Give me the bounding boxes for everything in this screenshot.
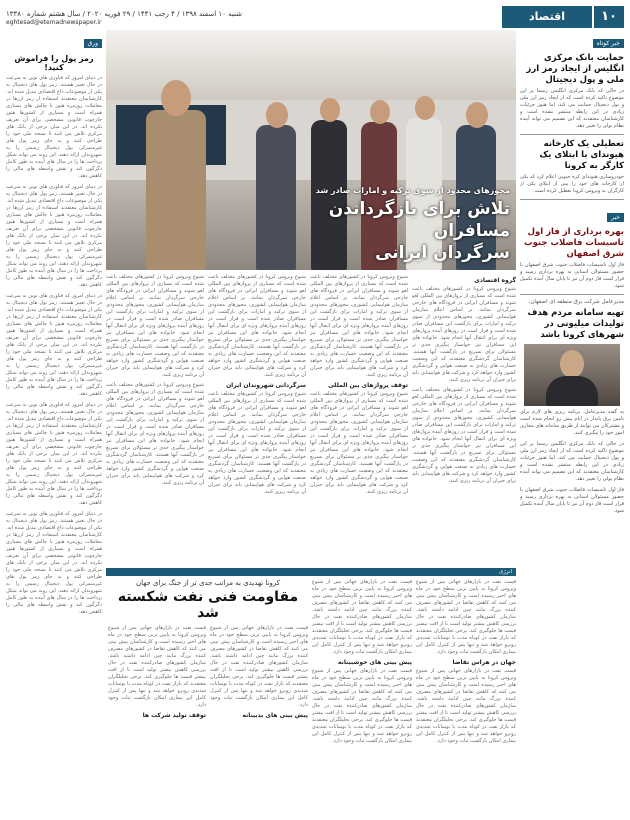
story1-text-continued: در حالی که بانک مرکزی انگلیس رسما بر این موضوع تاکید کرده است که از ایجاد رمز ارز ملی و پول دیجیتال حمایت می کند، اما هنوز جزئیات زیادی در این رابطه منتشر نشده است و کارشناسان معتقدند که این تصمیم می تواند آینده نظام پولی را تغییر دهد.: [520, 441, 624, 482]
bottom-text: قیمت نفت در بازارهای جهانی پس از شیوع ویروس کرونا به پایین ترین سطح خود در ماه های اخیر رسیده است و کارشناسان پیش بینی می کنند که کاهش تقاضا در کشورهای مصرف کننده بزرگ مانند چین ادامه داشته باشد. سازمان کشورهای صادرکننده نفت در حال بررسی کاهش بیشتر تولید است تا از افت بیشتر قیمت ها جلوگیری کند. برخی تحلیلگران معتقدند که بازار نفت در کوتاه مدت با نوسانات شدیدی روبرو خواهد شد و تنها پس از کنترل کامل این بیماری امکان بازگشت ثبات وجود دارد.: [210, 625, 308, 708]
right-column: [520, 30, 624, 814]
energy-tag: انرژی: [106, 568, 516, 576]
article-subhead-1: توقف پروازهای بین المللی: [328, 382, 408, 389]
bottom-text: قیمت نفت در بازارهای جهانی پس از شیوع ویروس کرونا به پایین ترین سطح خود در ماه های اخیر رسیده است و کارشناسان پیش بینی می کنند که کاهش تقاضا در کشورهای مصرف کننده بزرگ مانند چین ادامه داشته باشد. سازمان کشورهای صادرکننده نفت در حال بررسی کاهش بیشتر تولید است تا از افت بیشتر قیمت ها جلوگیری کند. برخی تحلیلگران معتقدند که بازار نفت در کوتاه مدت با نوسانات شدیدی روبرو خواهد شد و تنها پس از کنترل کامل این بیماری امکان بازگشت ثبات وجود دارد.: [312, 579, 412, 655]
main-kicker: مجوزهای محدود از سوی ترکیه و امارات صادر شد: [315, 186, 510, 195]
left-tag: ورق: [84, 39, 102, 48]
article-text: شیوع ویروس کرونا در کشورهای مختلف باعث شده است که بسیاری از پروازهای بین المللی لغو شوند و مسافران ایرانی در فرودگاه های خارجی سرگردان بمانند. بر اساس اعلام سازمان هواپیمایی کشوری، مجوزهای محدودی از سوی ترکیه و امارات برای بازگشت این مسافران صادر شده است و قرار است در روزهای آینده پروازهای ویژه ای برای انتقال آنها انجام شود. خانواده های این مسافران نیز خواستار پیگیری جدی تر مسئولان برای تسریع در بازگشت آنها هستند. کارشناسان گردشگری معتقدند که این وضعیت خسارت های زیادی به صنعت هوایی و گردشگری کشور وارد خواهد کرد و شرکت های هواپیمایی باید برای جبران آن برنامه ریزی کنند.: [106, 382, 204, 486]
main-headline[interactable]: [280, 198, 510, 264]
main-photo: [106, 30, 516, 270]
left-column-text-2: در دنیای امروز که فناوری های نوین به سرعت در حال تغییر هستند، رمز پول های دیجیتال به یکی از موضوعات داغ اقتصادی تبدیل شده اند. کارشناسان معتقدند استفاده از رمز ارزها در معاملات روزمره هنوز با چالش های بسیاری همراه است و بسیاری از کشورها هنوز چارچوب قانونی مشخصی برای آن تعریف نکرده اند. در این میان برخی از بانک های مرکزی تلاش می کنند تا نسخه ملی خود را طراحی کنند و به جای رمز پول های غیرمتمرکز، پول دیجیتال رسمی را به شهروندان ارائه دهند. این روند می تواند شکل پرداخت ها را در سال های آینده به طور کامل دگرگون کند و نقش واسطه های مالی را کاهش دهد.: [6, 184, 102, 288]
masthead: [6, 6, 624, 28]
bottom-column-2: [312, 579, 412, 745]
traveler-head: [320, 98, 340, 122]
bottom-text: قیمت نفت در بازارهای جهانی پس از شیوع ویروس کرونا به پایین ترین سطح خود در ماه های اخیر رسیده است و کارشناسان پیش بینی می کنند که کاهش تقاضا در کشورهای مصرف کننده بزرگ مانند چین ادامه داشته باشد. سازمان کشورهای صادرکننده نفت در حال بررسی کاهش بیشتر تولید است تا از افت بیشتر قیمت ها جلوگیری کند. برخی تحلیلگران معتقدند که بازار نفت در کوتاه مدت با نوسانات شدیدی روبرو خواهد شد و تنها پس از کنترل کامل این بیماری امکان بازگشت ثبات وجود دارد.: [312, 668, 412, 744]
headline-line-1: تلاش برای بازگرداندن مسافران: [328, 199, 510, 241]
headline-line-2: سرگردان ایرانی: [375, 243, 510, 263]
news-tag: خبر کوتاه: [593, 39, 624, 48]
story4-title[interactable]: تهیه سامانه مردم هدف تولیدات میلیونی در شهرهای کرونا باشد: [527, 308, 624, 340]
traveler-head: [466, 102, 488, 128]
story3-title[interactable]: بهره برداری از فاز اول تاسیسات فاضلاب جنوب شرق اصفهان: [524, 227, 624, 259]
story1-title[interactable]: حمایت بانک مرکزی انگلیس از ایجاد رمز ارز ملی و پول دیجیتال: [526, 53, 624, 85]
bottom-subhead-4: توقف تولید شرکت ها: [142, 712, 206, 719]
article-subhead-2: سرگردانی شهروندان ایران: [226, 382, 306, 389]
official-portrait: [524, 344, 620, 406]
story3-tag: خبر: [607, 213, 624, 222]
story4-text: به گفته مدیرعامل، برنامه ریزی های لازم برای تامین برق پایدار در ایام پیش رو انجام شده است و مشترکان می توانند از طریق سامانه های مجازی امور خود را پیگیری کنند.: [520, 409, 624, 436]
story3-text-continued: فاز اول تاسیسات فاضلاب جنوب شرق اصفهان با حضور مسئولان استانی به بهره برداری رسید و قرار است فاز دوم آن نیز تا پایان سال آینده تکمیل شود.: [520, 487, 624, 514]
divider: [520, 294, 624, 295]
headline-overlay: [280, 186, 510, 264]
portrait-body: [546, 376, 598, 406]
article-byline: گروه اقتصادی: [474, 277, 516, 284]
left-column-text: در دنیای امروز که فناوری های نوین به سرعت در حال تغییر هستند، رمز پول های دیجیتال به یکی از موضوعات داغ اقتصادی تبدیل شده اند. کارشناسان معتقدند استفاده از رمز ارزها در معاملات روزمره هنوز با چالش های بسیاری همراه است و بسیاری از کشورها هنوز چارچوب قانونی مشخصی برای آن تعریف نکرده اند. در این میان برخی از بانک های مرکزی تلاش می کنند تا نسخه ملی خود را طراحی کنند و به جای رمز پول های غیرمتمرکز، پول دیجیتال رسمی را به شهروندان ارائه دهند. این روند می تواند شکل پرداخت ها را در سال های آینده به طور کامل دگرگون کند و نقش واسطه های مالی را کاهش دهد.: [6, 75, 102, 179]
bottom-kicker: کرونا تهدیدی به مراتب جدی تر از جنگ برای جهان: [135, 579, 281, 587]
bottom-column-1: [416, 579, 516, 745]
traveler-head: [161, 80, 191, 116]
left-column-text-3: در دنیای امروز که فناوری های نوین به سرعت در حال تغییر هستند، رمز پول های دیجیتال به یکی از موضوعات داغ اقتصادی تبدیل شده اند. کارشناسان معتقدند استفاده از رمز ارزها در معاملات روزمره هنوز با چالش های بسیاری همراه است و بسیاری از کشورها هنوز چارچوب قانونی مشخصی برای آن تعریف نکرده اند. در این میان برخی از بانک های مرکزی تلاش می کنند تا نسخه ملی خود را طراحی کنند و به جای رمز پول های غیرمتمرکز، پول دیجیتال رسمی را به شهروندان ارائه دهند. این روند می تواند شکل پرداخت ها را در سال های آینده به طور کامل دگرگون کند و نقش واسطه های مالی را کاهش دهد.: [6, 293, 102, 397]
left-column-text-5: در دنیای امروز که فناوری های نوین به سرعت در حال تغییر هستند، رمز پول های دیجیتال به یکی از موضوعات داغ اقتصادی تبدیل شده اند. کارشناسان معتقدند استفاده از رمز ارزها در معاملات روزمره هنوز با چالش های بسیاری همراه است و بسیاری از کشورها هنوز چارچوب قانونی مشخصی برای آن تعریف نکرده اند. در این میان برخی از بانک های مرکزی تلاش می کنند تا نسخه ملی خود را طراحی کنند و به جای رمز پول های غیرمتمرکز، پول دیجیتال رسمی را به شهروندان ارائه دهند. این روند می تواند شکل پرداخت ها را در سال های آینده به طور کامل دگرگون کند و نقش واسطه های مالی را کاهش دهد.: [6, 511, 102, 615]
article-text: شیوع ویروس کرونا در کشورهای مختلف باعث شده است که بسیاری از پروازهای بین المللی لغو شوند و مسافران ایرانی در فرودگاه های خارجی سرگردان بمانند. بر اساس اعلام سازمان هواپیمایی کشوری، مجوزهای محدودی از سوی ترکیه و امارات برای بازگشت این مسافران صادر شده است و قرار است در روزهای آینده پروازهای ویژه ای برای انتقال آنها انجام شود. خانواده های این مسافران نیز خواستار پیگیری جدی تر مسئولان برای تسریع در بازگشت آنها هستند. کارشناسان گردشگری معتقدند که این وضعیت خسارت های زیادی به صنعت هوایی و گردشگری کشور وارد خواهد کرد و شرکت های هواپیمایی باید برای جبران آن برنامه ریزی کنند.: [412, 286, 516, 383]
article-text: شیوع ویروس کرونا در کشورهای مختلف باعث شده است که بسیاری از پروازهای بین المللی لغو شوند و مسافران ایرانی در فرودگاه های خارجی سرگردان بمانند. بر اساس اعلام سازمان هواپیمایی کشوری، مجوزهای محدودی از سوی ترکیه و امارات برای بازگشت این مسافران صادر شده است و قرار است در روزهای آینده پروازهای ویژه ای برای انتقال آنها انجام شود. خانواده های این مسافران نیز خواستار پیگیری جدی تر مسئولان برای تسریع در بازگشت آنها هستند. کارشناسان گردشگری معتقدند که این وضعیت خسارت های زیادی به صنعت هوایی و گردشگری کشور وارد خواهد کرد و شرکت های هواپیمایی باید برای جبران آن برنامه ریزی کنند.: [310, 391, 408, 495]
article-text: شیوع ویروس کرونا در کشورهای مختلف باعث شده است که بسیاری از پروازهای بین المللی لغو شوند و مسافران ایرانی در فرودگاه های خارجی سرگردان بمانند. بر اساس اعلام سازمان هواپیمایی کشوری، مجوزهای محدودی از سوی ترکیه و امارات برای بازگشت این مسافران صادر شده است و قرار است در روزهای آینده پروازهای ویژه ای برای انتقال آنها انجام شود. خانواده های این مسافران نیز خواستار پیگیری جدی تر مسئولان برای تسریع در بازگشت آنها هستند. کارشناسان گردشگری معتقدند که این وضعیت خسارت های زیادی به صنعت هوایی و گردشگری کشور وارد خواهد کرد و شرکت های هواپیمایی باید برای جبران آن برنامه ریزی کنند.: [412, 387, 516, 484]
article-text: شیوع ویروس کرونا در کشورهای مختلف باعث شده است که بسیاری از پروازهای بین المللی لغو شوند و مسافران ایرانی در فرودگاه های خارجی سرگردان بمانند. بر اساس اعلام سازمان هواپیمایی کشوری، مجوزهای محدودی از سوی ترکیه و امارات برای بازگشت این مسافران صادر شده است و قرار است در روزهای آینده پروازهای ویژه ای برای انتقال آنها انجام شود. خانواده های این مسافران نیز خواستار پیگیری جدی تر مسئولان برای تسریع در بازگشت آنها هستند. کارشناسان گردشگری معتقدند که این وضعیت خسارت های زیادی به صنعت هوایی و گردشگری کشور وارد خواهد کرد و شرکت های هواپیمایی باید برای جبران آن برنامه ریزی کنند.: [310, 274, 408, 378]
story2-title[interactable]: تعطیلی یک کارخانه هیوندای با ابتلای یک کارگر به کرونا: [539, 139, 624, 171]
story2-text: خودروسازی هیوندای کره جنوبی اعلام کرد که یکی از کارخانه های خود را پس از ابتلای یکی از کارگران به ویروس کرونا تعطیل کرده است.: [520, 174, 624, 194]
left-column: [6, 30, 102, 814]
traveler-head: [266, 102, 288, 128]
bottom-subhead-2: پیش بینی های بدبینانه: [242, 712, 308, 719]
story1-text: در حالی که بانک مرکزی انگلیس رسما بر این موضوع تاکید کرده است که از ایجاد رمز ارز ملی و پول دیجیتال حمایت می کند، اما هنوز جزئیات زیادی در این رابطه منتشر نشده است و کارشناسان معتقدند که این تصمیم می تواند آینده نظام پولی را تغییر دهد.: [520, 88, 624, 129]
bottom-text: قیمت نفت در بازارهای جهانی پس از شیوع ویروس کرونا به پایین ترین سطح خود در ماه های اخیر رسیده است و کارشناسان پیش بینی می کنند که کاهش تقاضا در کشورهای مصرف کننده بزرگ مانند چین ادامه داشته باشد. سازمان کشورهای صادرکننده نفت در حال بررسی کاهش بیشتر تولید است تا از افت بیشتر قیمت ها جلوگیری کند. برخی تحلیلگران معتقدند که بازار نفت در کوتاه مدت با نوسانات شدیدی روبرو خواهد شد و تنها پس از کنترل کامل این بیماری امکان بازگشت ثبات وجود دارد.: [108, 625, 206, 708]
traveler-head: [370, 100, 390, 124]
page-number: ۱۰: [594, 6, 624, 28]
bottom-sub-columns: [108, 625, 308, 721]
dateline: شنبه ۱۰ اسفند ۱۳۹۸ / ۴ رجب ۱۴۴۱ / ۲۹ فوریه ۲۰۲۰ / سال هشتم شماره ۱۳۳۸۰: [6, 10, 242, 18]
divider: [520, 134, 624, 135]
bottom-subhead-1: پیش بینی های خوشبینانه: [337, 659, 412, 666]
story3-text: فاز اول تاسیسات فاضلاب جنوب شرق اصفهان با حضور مسئولان استانی به بهره برداری رسید و قرار است فاز دوم آن نیز تا پایان سال آینده تکمیل شود.: [520, 262, 624, 289]
article-text: شیوع ویروس کرونا در کشورهای مختلف باعث شده است که بسیاری از پروازهای بین المللی لغو شوند و مسافران ایرانی در فرودگاه های خارجی سرگردان بمانند. بر اساس اعلام سازمان هواپیمایی کشوری، مجوزهای محدودی از سوی ترکیه و امارات برای بازگشت این مسافران صادر شده است و قرار است در روزهای آینده پروازهای ویژه ای برای انتقال آنها انجام شود. خانواده های این مسافران نیز خواستار پیگیری جدی تر مسئولان برای تسریع در بازگشت آنها هستند. کارشناسان گردشگری معتقدند که این وضعیت خسارت های زیادی به صنعت هوایی و گردشگری کشور وارد خواهد کرد و شرکت های هواپیمایی باید برای جبران آن برنامه ریزی کنند.: [208, 274, 306, 378]
bottom-story-body: [106, 579, 516, 745]
article-column-3: [208, 274, 306, 564]
article-column-4: [106, 274, 204, 564]
bottom-story: [106, 568, 516, 816]
bottom-column-4: [108, 625, 206, 721]
story4-subtitle: مدیرعامل شرکت برق منطقه ای اصفهان:: [528, 299, 624, 305]
bottom-column-3: [210, 625, 308, 721]
email-link[interactable]: eghtesad@etemadnewspaper.ir: [6, 19, 102, 26]
portrait-head: [560, 350, 584, 378]
article-text: شیوع ویروس کرونا در کشورهای مختلف باعث شده است که بسیاری از پروازهای بین المللی لغو شوند و مسافران ایرانی در فرودگاه های خارجی سرگردان بمانند. بر اساس اعلام سازمان هواپیمایی کشوری، مجوزهای محدودی از سوی ترکیه و امارات برای بازگشت این مسافران صادر شده است و قرار است در روزهای آینده پروازهای ویژه ای برای انتقال آنها انجام شود. خانواده های این مسافران نیز خواستار پیگیری جدی تر مسئولان برای تسریع در بازگشت آنها هستند. کارشناسان گردشگری معتقدند که این وضعیت خسارت های زیادی به صنعت هوایی و گردشگری کشور وارد خواهد کرد و شرکت های هواپیمایی باید برای جبران آن برنامه ریزی کنند.: [208, 391, 306, 495]
bottom-text: قیمت نفت در بازارهای جهانی پس از شیوع ویروس کرونا به پایین ترین سطح خود در ماه های اخیر رسیده است و کارشناسان پیش بینی می کنند که کاهش تقاضا در کشورهای مصرف کننده بزرگ مانند چین ادامه داشته باشد. سازمان کشورهای صادرکننده نفت در حال بررسی کاهش بیشتر تولید است تا از افت بیشتر قیمت ها جلوگیری کند. برخی تحلیلگران معتقدند که بازار نفت در کوتاه مدت با نوسانات شدیدی روبرو خواهد شد و تنها پس از کنترل کامل این بیماری امکان بازگشت ثبات وجود دارد.: [416, 579, 516, 655]
traveler-head: [415, 96, 435, 120]
left-column-text-4: در دنیای امروز که فناوری های نوین به سرعت در حال تغییر هستند، رمز پول های دیجیتال به یکی از موضوعات داغ اقتصادی تبدیل شده اند. کارشناسان معتقدند استفاده از رمز ارزها در معاملات روزمره هنوز با چالش های بسیاری همراه است و بسیاری از کشورها هنوز چارچوب قانونی مشخصی برای آن تعریف نکرده اند. در این میان برخی از بانک های مرکزی تلاش می کنند تا نسخه ملی خود را طراحی کنند و به جای رمز پول های غیرمتمرکز، پول دیجیتال رسمی را به شهروندان ارائه دهند. این روند می تواند شکل پرداخت ها را در سال های آینده به طور کامل دگرگون کند و نقش واسطه های مالی را کاهش دهد.: [6, 402, 102, 506]
article-column-2: [310, 274, 408, 564]
bottom-text: قیمت نفت در بازارهای جهانی پس از شیوع ویروس کرونا به پایین ترین سطح خود در ماه های اخیر رسیده است و کارشناسان پیش بینی می کنند که کاهش تقاضا در کشورهای مصرف کننده بزرگ مانند چین ادامه داشته باشد. سازمان کشورهای صادرکننده نفت در حال بررسی کاهش بیشتر تولید است تا از افت بیشتر قیمت ها جلوگیری کند. برخی تحلیلگران معتقدند که بازار نفت در کوتاه مدت با نوسانات شدیدی روبرو خواهد شد و تنها پس از کنترل کامل این بیماری امکان بازگشت ثبات وجود دارد.: [416, 668, 516, 744]
bottom-headline-column: [108, 579, 308, 745]
divider: [520, 199, 624, 200]
left-column-title[interactable]: رمز پول را فراموش کنید!: [14, 54, 94, 72]
bottom-subhead-3: جهان در هراس تقاضا: [452, 659, 516, 666]
section-label: اقتصاد: [502, 6, 592, 28]
article-text: شیوع ویروس کرونا در کشورهای مختلف باعث شده است که بسیاری از پروازهای بین المللی لغو شوند و مسافران ایرانی در فرودگاه های خارجی سرگردان بمانند. بر اساس اعلام سازمان هواپیمایی کشوری، مجوزهای محدودی از سوی ترکیه و امارات برای بازگشت این مسافران صادر شده است و قرار است در روزهای آینده پروازهای ویژه ای برای انتقال آنها انجام شود. خانواده های این مسافران نیز خواستار پیگیری جدی تر مسئولان برای تسریع در بازگشت آنها هستند. کارشناسان گردشگری معتقدند که این وضعیت خسارت های زیادی به صنعت هوایی و گردشگری کشور وارد خواهد کرد و شرکت های هواپیمایی باید برای جبران آن برنامه ریزی کنند.: [106, 274, 204, 378]
traveler: [146, 110, 206, 270]
article-column-1: [412, 274, 516, 564]
bottom-headline[interactable]: مقاومت فنی نفت شکسته شد: [117, 589, 299, 621]
